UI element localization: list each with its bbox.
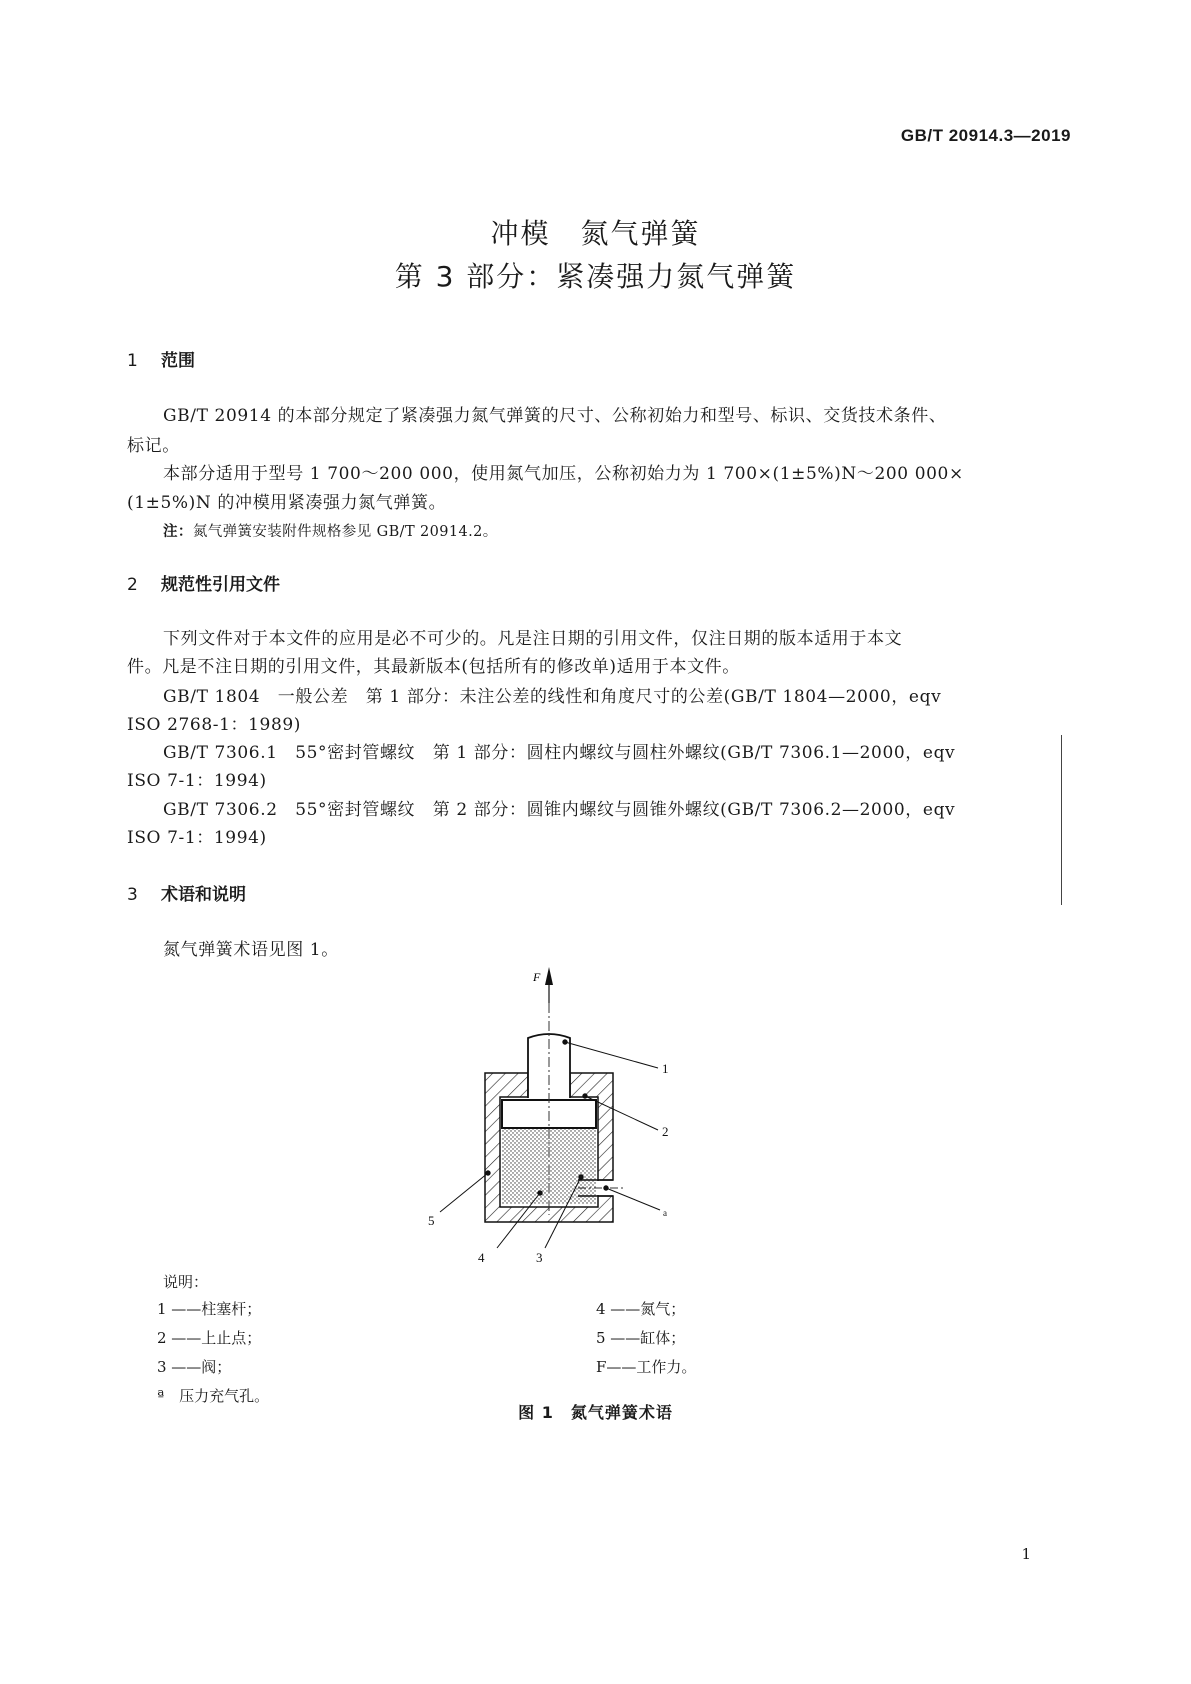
page-number: 1 — [1021, 1545, 1031, 1563]
legend-item: 1 ——柱塞杆； — [157, 1300, 262, 1318]
section-title: 范围 — [161, 351, 195, 371]
paragraph: 本部分适用于型号 1 700～200 000，使用氮气加压，公称初始力为 1 700×(1±5%)N～200 000× — [163, 464, 964, 484]
reference-entry: ISO 7-1：1994) — [127, 828, 267, 848]
legend-left — [157, 1295, 269, 1411]
legend-item: 3 ——阀； — [157, 1358, 232, 1376]
document-title-line2: 第 3 部分：紧凑强力氮气弹簧 — [394, 260, 797, 293]
legend-item: 5 ——缸体； — [596, 1329, 686, 1347]
force-label: F — [533, 970, 541, 984]
standard-number: GB/T 20914.3—2019 — [900, 126, 1071, 145]
section-title: 规范性引用文件 — [161, 575, 280, 595]
force-arrow-icon — [545, 967, 553, 985]
section-number: 1 — [127, 351, 138, 371]
reference-entry: GB/T 7306.2 55°密封管螺纹 第 2 部分：圆锥内螺纹与圆锥外螺纹(GB/T 7306.2—2000，eqv — [163, 800, 956, 820]
section-1-heading — [127, 346, 195, 371]
callout-5: 5 — [428, 1213, 435, 1228]
reference-entry: GB/T 7306.1 55°密封管螺纹 第 1 部分：圆柱内螺纹与圆柱外螺纹(GB/T 7306.1—2000，eqv — [163, 743, 956, 763]
legend-item: 4 ——氮气； — [596, 1300, 686, 1318]
reference-entry: ISO 7-1：1994) — [127, 771, 267, 791]
paragraph: 下列文件对于本文件的应用是必不可少的。凡是注日期的引用文件，仅注日期的版本适用于本文 — [163, 629, 903, 649]
callout-1: 1 — [662, 1061, 669, 1076]
callout-2: 2 — [662, 1124, 669, 1139]
callout-3: 3 — [536, 1250, 543, 1265]
paragraph: 氮气弹簧术语见图 1。 — [163, 940, 339, 960]
document-title-line1: 冲模 氮气弹簧 — [490, 217, 701, 250]
paragraph: 件。凡是不注日期的引用文件，其最新版本(包括所有的修改单)适用于本文件。 — [127, 657, 740, 677]
figure-caption: 图 1 氮气弹簧术语 — [518, 1403, 673, 1422]
legend-title: 说明： — [163, 1273, 209, 1291]
section-number: 3 — [127, 885, 138, 905]
paragraph: (1±5%)N 的冲模用紧凑强力氮气弹簧。 — [127, 493, 447, 513]
callout-4: 4 — [478, 1250, 485, 1265]
section-number: 2 — [127, 575, 138, 595]
nitrogen-spring-diagram — [420, 965, 740, 1265]
paragraph: 标记。 — [127, 436, 180, 456]
section-2-heading — [127, 570, 280, 595]
note-label: 注： — [163, 524, 193, 540]
section-3-heading — [127, 880, 246, 905]
legend-item: ª 压力充气孔。 — [157, 1387, 270, 1405]
reference-entry: GB/T 1804 一般公差 第 1 部分：未注公差的线性和角度尺寸的公差(GB/T 1804—2000，eqv — [163, 687, 942, 707]
legend-right — [596, 1295, 696, 1382]
note — [163, 520, 498, 541]
callout-a: a — [663, 1208, 667, 1218]
legend-item: F——工作力。 — [596, 1358, 697, 1376]
note-text: 氮气弹簧安装附件规格参见 GB/T 20914.2。 — [192, 524, 498, 540]
paragraph: GB/T 20914 的本部分规定了紧凑强力氮气弹簧的尺寸、公称初始力和型号、标识、交货技术条件、 — [163, 406, 947, 426]
reference-entry: ISO 2768-1：1989) — [127, 715, 302, 735]
legend-item: 2 ——上止点； — [157, 1329, 262, 1347]
change-bar — [1061, 735, 1062, 905]
section-title: 术语和说明 — [161, 885, 246, 905]
